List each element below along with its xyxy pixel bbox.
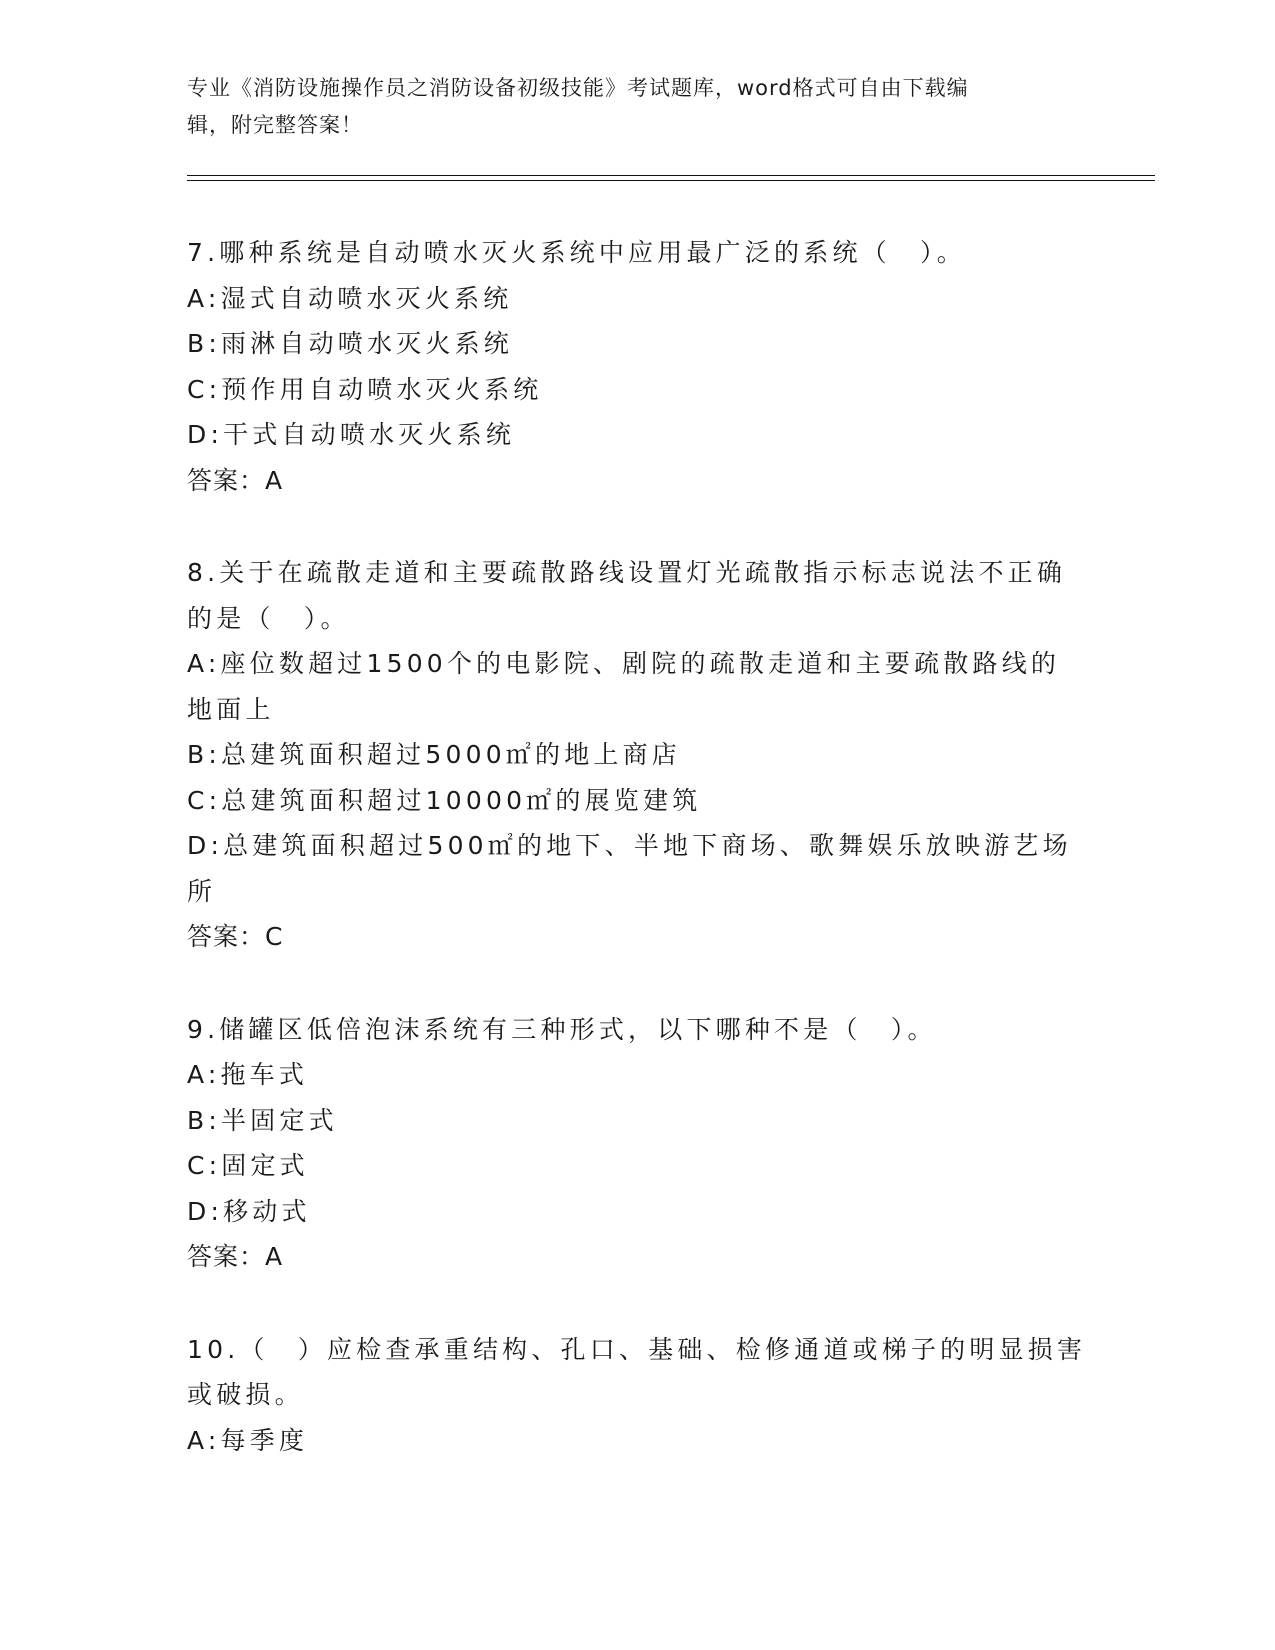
question-9-option-c: C:固定式 xyxy=(187,1151,309,1180)
question-7-option-a: A:湿式自动喷水灭火系统 xyxy=(187,283,513,313)
question-10-stem-line-2: 或破损。 xyxy=(187,1380,304,1409)
header-line-1: 专业《消防设施操作员之消防设备初级技能》考试题库，word格式可自由下载编 xyxy=(187,76,969,100)
header-divider-bottom xyxy=(187,180,1155,181)
header-line-2: 辑，附完整答案！ xyxy=(187,113,363,137)
question-7-stem: 7.哪种系统是自动喷水灭火系统中应用最广泛的系统（ ）。 xyxy=(187,238,966,267)
question-9-stem: 9.储罐区低倍泡沫系统有三种形式，以下哪种不是（ ）。 xyxy=(187,1014,937,1044)
header-divider-top xyxy=(187,175,1155,176)
document-header xyxy=(187,70,1067,144)
question-8-option-c: C:总建筑面积超过10000㎡的展览建筑 xyxy=(187,785,702,815)
question-7-option-d: D:干式自动喷水灭火系统 xyxy=(187,420,516,449)
question-7 xyxy=(187,230,1087,503)
question-10-option-a: A:每季度 xyxy=(187,1425,309,1455)
question-7-option-b: B:雨淋自动喷水灭火系统 xyxy=(187,329,513,358)
question-8-option-b: B:总建筑面积超过5000㎡的地上商店 xyxy=(187,740,681,769)
question-9-answer: 答案：A xyxy=(187,1242,284,1271)
question-8-option-a-line-2: 地面上 xyxy=(187,694,275,724)
question-9-option-a: A:拖车式 xyxy=(187,1060,309,1089)
question-7-option-c: C:预作用自动喷水灭火系统 xyxy=(187,374,543,404)
question-9-option-b: B:半固定式 xyxy=(187,1105,338,1135)
question-8-option-d-line-1: D:总建筑面积超过500㎡的地下、半地下商场、歌舞娱乐放映游艺场 xyxy=(187,831,1072,860)
question-10-stem-line-1: 10.（ ）应检查承重结构、孔口、基础、检修通道或梯子的明显损害 xyxy=(187,1334,1087,1364)
question-9-option-d: D:移动式 xyxy=(187,1196,311,1226)
question-8-answer: 答案：C xyxy=(187,922,284,951)
question-8-option-a-line-1: A:座位数超过1500个的电影院、剧院的疏散走道和主要疏散路线的 xyxy=(187,649,1061,678)
question-list xyxy=(187,230,1087,1463)
question-8-stem-line-2: 的是（ ）。 xyxy=(187,603,350,633)
question-8-stem-line-1: 8.关于在疏散走道和主要疏散路线设置灯光疏散指示标志说法不正确 xyxy=(187,558,1067,587)
question-7-answer: 答案：A xyxy=(187,465,284,495)
question-8 xyxy=(187,550,1087,960)
question-8-option-d-line-2: 所 xyxy=(187,876,217,906)
question-9 xyxy=(187,1007,1087,1280)
question-10 xyxy=(187,1327,1087,1464)
